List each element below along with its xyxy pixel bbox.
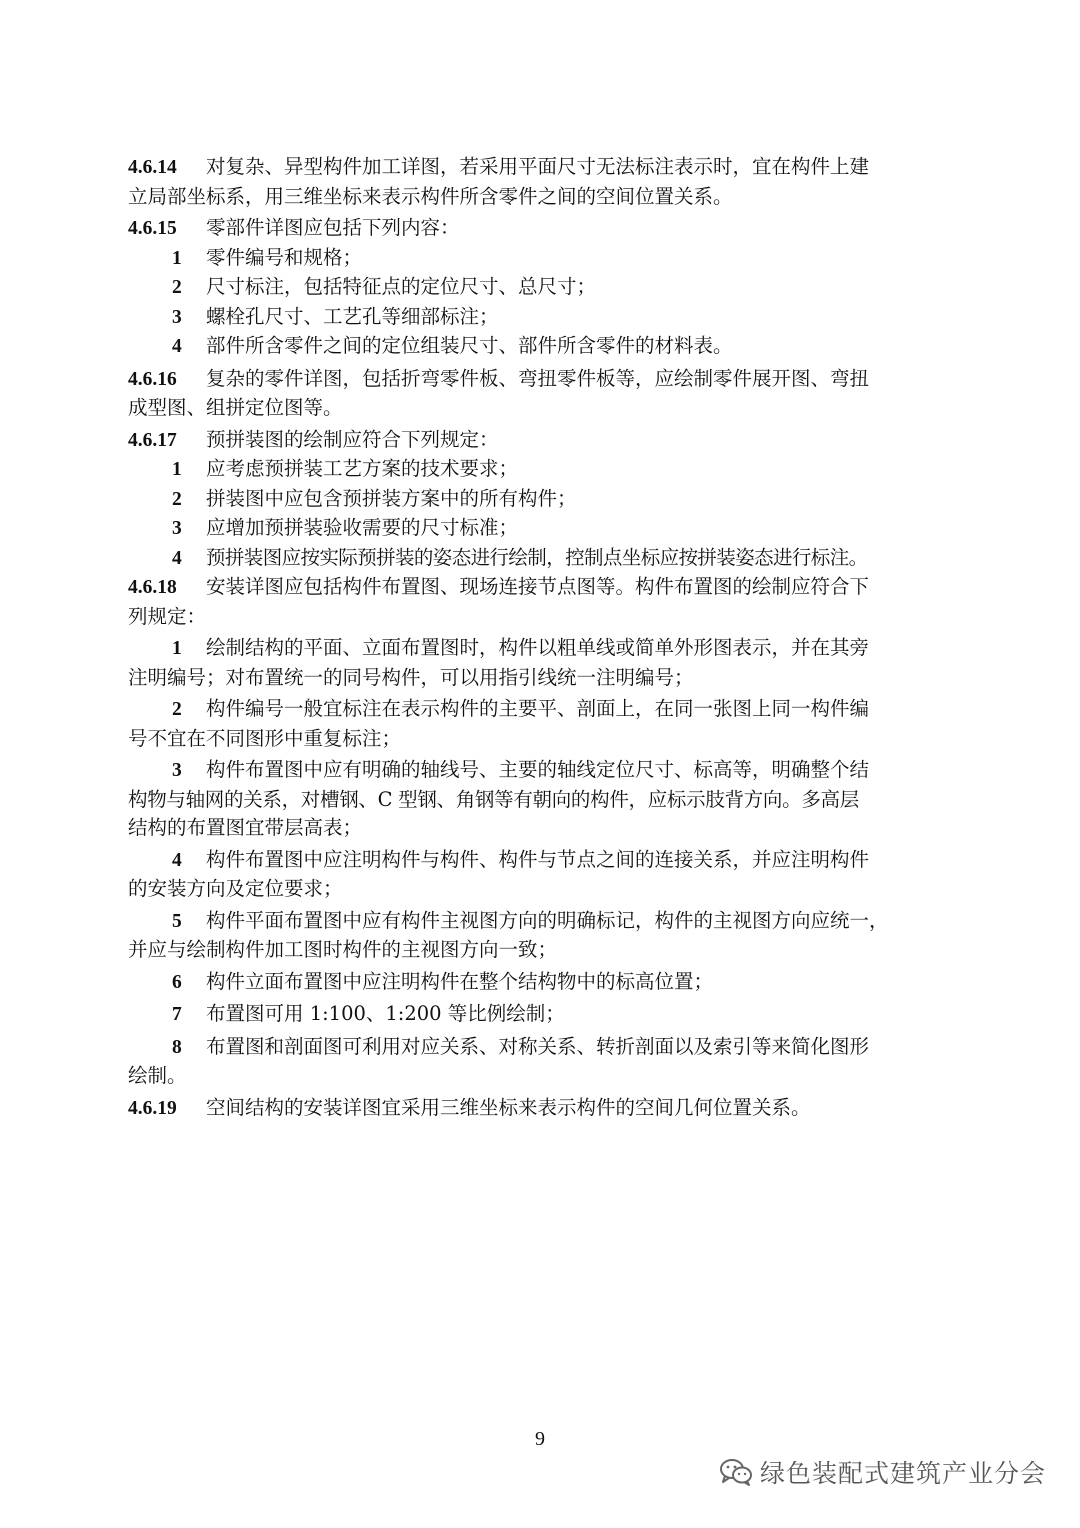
clause-number: 4.6.15 (128, 218, 177, 239)
watermark (718, 1454, 1046, 1490)
list-item (128, 756, 948, 786)
item-number: 6 (172, 971, 182, 993)
item-continuation: 并应与绘制构件加工图时构件的主视图方向一致； (128, 938, 558, 961)
clause-continuation: 列规定： (128, 604, 207, 628)
item-continuation: 号不宜在不同图形中重复标注； (128, 726, 402, 750)
item-text: 螺栓孔尺寸、工艺孔等细部标注； (206, 304, 499, 328)
clause-continuation: 成型图、组拼定位图等。 (128, 396, 343, 419)
item-text: 布置图和剖面图可利用对应关系、对称关系、转折剖面以及索引等来简化图形 (206, 1034, 870, 1058)
wechat-icon (718, 1457, 754, 1487)
item-text: 构件立面布置图中应注明构件在整个结构物中的标高位置； (206, 969, 714, 993)
list-item (128, 332, 948, 362)
page-number: 9 (535, 1428, 545, 1450)
item-number: 4 (172, 849, 182, 871)
clause-text: 预拼装图的绘制应符合下列规定： (206, 427, 499, 451)
item-continuation: 绘制。 (128, 1064, 187, 1087)
item-number: 4 (172, 336, 182, 357)
list-item (128, 273, 948, 303)
list-item (128, 634, 948, 664)
item-text: 零件编号和规格； (206, 245, 363, 269)
page-content (128, 153, 948, 1123)
clause-4-6-17 (128, 426, 948, 456)
clause-number: 4.6.19 (128, 1097, 177, 1119)
clause-4-6-16 (128, 365, 948, 395)
item-number: 2 (172, 699, 182, 720)
list-item (128, 695, 948, 725)
watermark-text: 绿色装配式建筑产业分会 (760, 1459, 1047, 1488)
item-number: 1 (172, 638, 182, 659)
item-text: 构件编号一般宜标注在表示构件的主要平、剖面上，在同一张图上同一构件编 (206, 697, 870, 720)
item-continuation: 构物与轴网的关系，对槽钢、C 型钢、角钢等有朝向的构件，应标示肢背方向。多高层 (128, 787, 859, 811)
item-continuation: 结构的布置图宜带层高表； (128, 816, 363, 839)
list-item (128, 244, 948, 274)
item-text: 绘制结构的平面、立面布置图时，构件以粗单线或简单外形图表示，并在其旁 (206, 636, 870, 659)
item-number: 2 (172, 277, 182, 298)
item-continuation: 注明编号；对布置统一的同号构件，可以用指引线统一注明编号； (128, 665, 694, 689)
clause-text: 零部件详图应包括下列内容： (206, 216, 460, 239)
item-text: 构件布置图中应注明构件与构件、构件与节点之间的连接关系，并应注明构件 (206, 847, 870, 871)
clause-text: 复杂的零件详图，包括折弯零件板、弯扭零件板等，应绘制零件展开图、弯扭 (206, 366, 870, 390)
item-number: 3 (172, 306, 182, 328)
item-text: 部件所含零件之间的定位组装尺寸、部件所含零件的材料表。 (206, 334, 733, 357)
list-item (128, 455, 948, 485)
clause-text: 对复杂、异型构件加工详图，若采用平面尺寸无法标注表示时，宜在构件上建 (206, 155, 870, 178)
item-text: 构件平面布置图中应有构件主视图方向的明确标记，构件的主视图方向应统一， (206, 908, 889, 932)
item-number: 8 (172, 1036, 182, 1058)
list-item (128, 1033, 948, 1063)
clause-4-6-14 (128, 153, 948, 183)
list-item (128, 968, 948, 998)
item-number: 3 (172, 760, 182, 781)
item-number: 1 (172, 247, 182, 269)
item-number: 7 (172, 1004, 182, 1025)
item-continuation: 的安装方向及定位要求； (128, 877, 343, 900)
item-number: 3 (172, 518, 182, 539)
item-number: 5 (172, 910, 182, 932)
list-item (128, 1000, 948, 1030)
item-text: 布置图可用 1:100、1:200 等比例绘制； (206, 1002, 565, 1025)
clause-text: 空间结构的安装详图宜采用三维坐标来表示构件的空间几何位置关系。 (206, 1095, 811, 1119)
clause-4-6-18 (128, 573, 948, 603)
item-text: 预拼装图应按实际预拼装的姿态进行绘制，控制点坐标应按拼装姿态进行标注。 (206, 545, 868, 569)
clause-text: 安装详图应包括构件布置图、现场连接节点图等。构件布置图的绘制应符合下 (206, 575, 870, 598)
clause-4-6-19 (128, 1094, 948, 1124)
clause-number: 4.6.14 (128, 157, 177, 178)
list-item (128, 303, 948, 333)
list-item (128, 544, 948, 574)
list-item (128, 514, 948, 544)
item-text: 拼装图中应包含预拼装方案中的所有构件； (206, 486, 577, 510)
item-number: 2 (172, 488, 182, 510)
clause-4-6-15 (128, 214, 948, 244)
item-text: 应增加预拼装验收需要的尺寸标准； (206, 516, 519, 539)
item-text: 应考虑预拼装工艺方案的技术要求； (206, 457, 519, 480)
item-number: 1 (172, 459, 182, 480)
clause-continuation: 立局部坐标系，用三维坐标来表示构件所含零件之间的空间位置关系。 (128, 184, 733, 208)
clause-number: 4.6.17 (128, 429, 177, 451)
list-item (128, 846, 948, 876)
item-text: 尺寸标注，包括特征点的定位尺寸、总尺寸； (206, 275, 597, 298)
clause-number: 4.6.16 (128, 368, 177, 390)
item-number: 4 (172, 547, 182, 569)
list-item (128, 907, 948, 937)
item-text: 构件布置图中应有明确的轴线号、主要的轴线定位尺寸、标高等，明确整个结 (206, 758, 870, 781)
list-item (128, 485, 948, 515)
clause-number: 4.6.18 (128, 577, 177, 598)
